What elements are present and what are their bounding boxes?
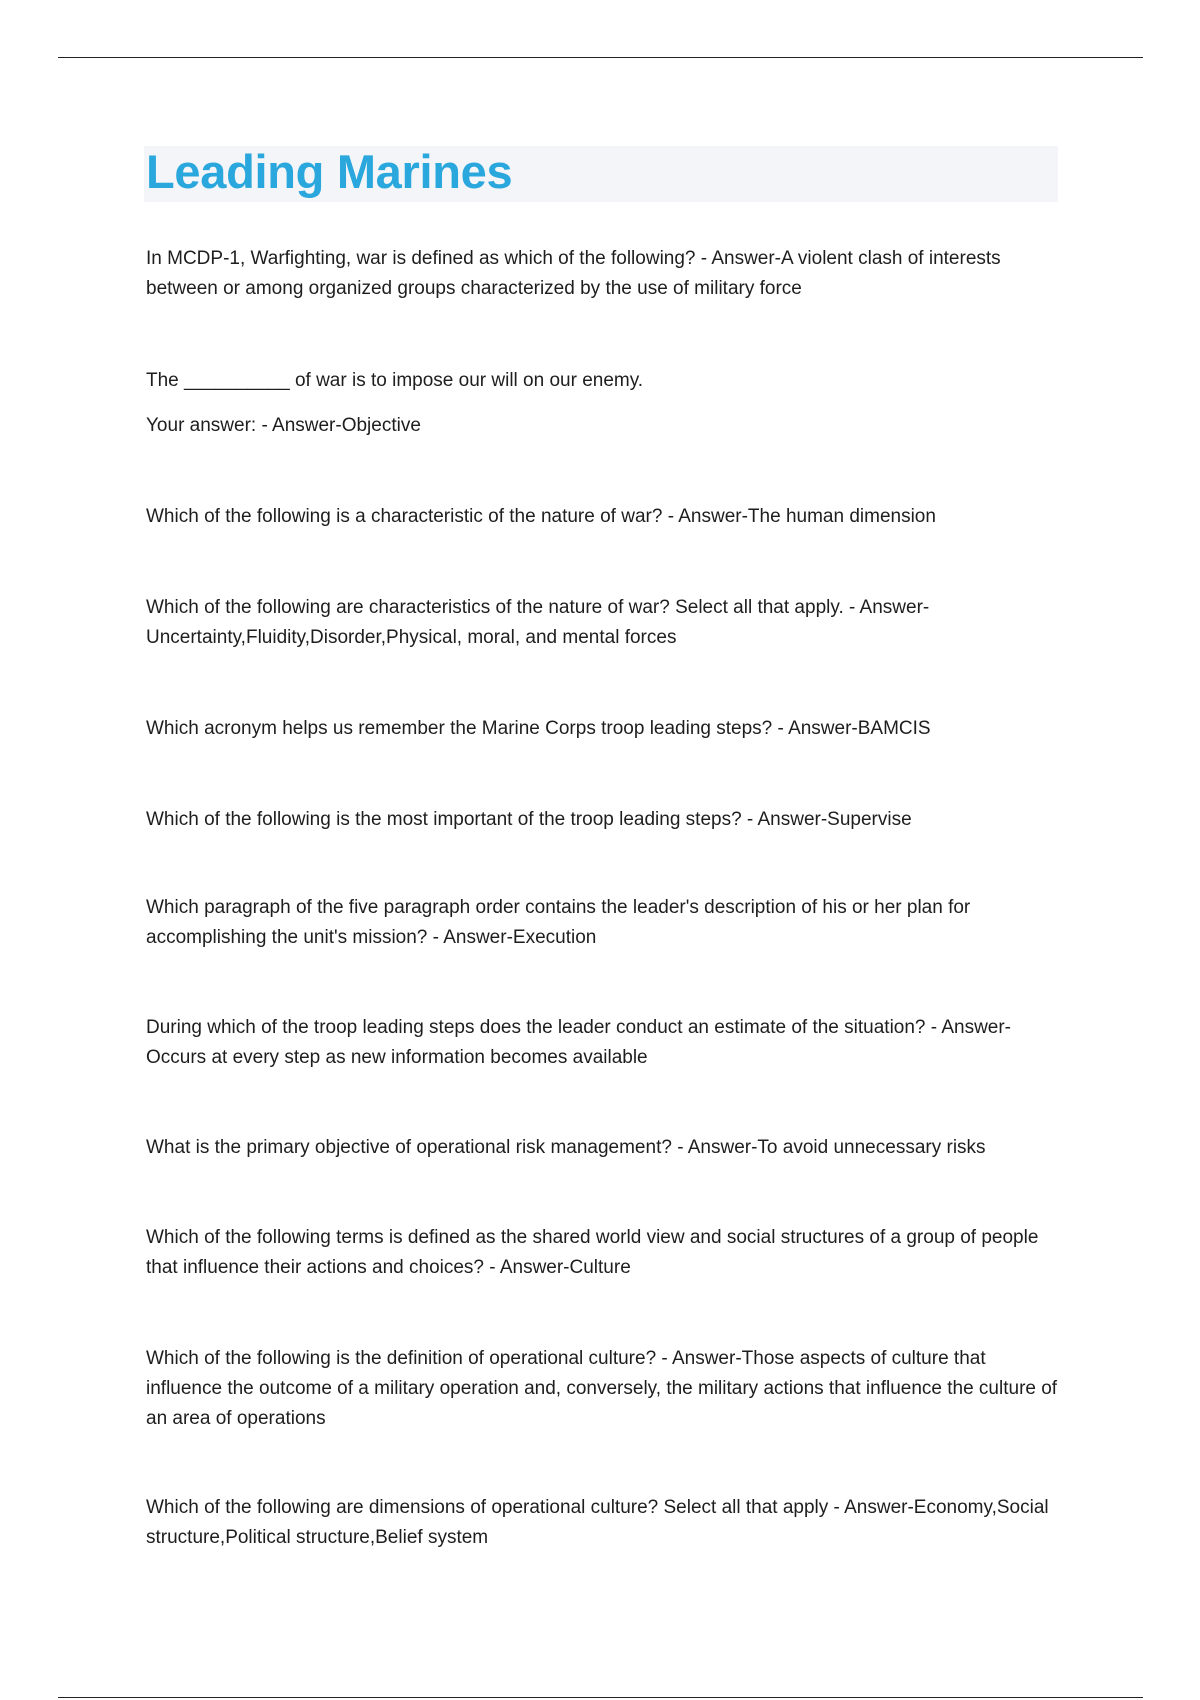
qa-culture: Which of the following terms is defined as the shared world view and social structures of a group of people that influence their actions and choices? - Answer-Culture	[146, 1227, 1039, 1278]
qa-objective-question: The __________ of war is to impose our will on our enemy.	[146, 370, 644, 391]
qa-estimate-situation: During which of the troop leading steps does the leader conduct an estimate of the situation? - Answer-Occurs at every step as new information becomes available	[146, 1017, 1012, 1068]
qa-nature-characteristics: Which of the following are characteristics of the nature of war? Select all that apply. - Answer-Uncertainty,Fluidity,Disorder,Physical, moral, and mental forces	[146, 597, 930, 648]
qa-objective-answer: Your answer: - Answer-Objective	[146, 415, 421, 436]
qa-risk-management: What is the primary objective of operational risk management? - Answer-To avoid unnecessary risks	[146, 1137, 986, 1158]
bottom-rule	[58, 1697, 1143, 1698]
qa-supervise: Which of the following is the most important of the troop leading steps? - Answer-Supervise	[146, 809, 912, 830]
qa-operational-culture: Which of the following is the definition of operational culture? - Answer-Those aspects of culture that influence the outcome of a military operation and, conversely, the military actions that influence the culture of an area of operations	[146, 1348, 1058, 1429]
qa-bamcis: Which acronym helps us remember the Marine Corps troop leading steps? - Answer-BAMCIS	[146, 718, 931, 739]
qa-execution: Which paragraph of the five paragraph order contains the leader's description of his or her plan for accomplishing the unit's mission? - Answer-Execution	[146, 897, 971, 948]
qa-war-definition: In MCDP-1, Warfighting, war is defined as which of the following? - Answer-A violent clash of interests between or among organized groups characterized by the use of military force	[146, 248, 1001, 299]
top-rule	[58, 57, 1143, 58]
qa-nature-of-war: Which of the following is a characteristic of the nature of war? - Answer-The human dimension	[146, 506, 936, 527]
qa-dimensions: Which of the following are dimensions of operational culture? Select all that apply - Answer-Economy,Social structure,Political structure,Belief system	[146, 1497, 1049, 1548]
document-title: Leading Marines	[146, 145, 513, 198]
